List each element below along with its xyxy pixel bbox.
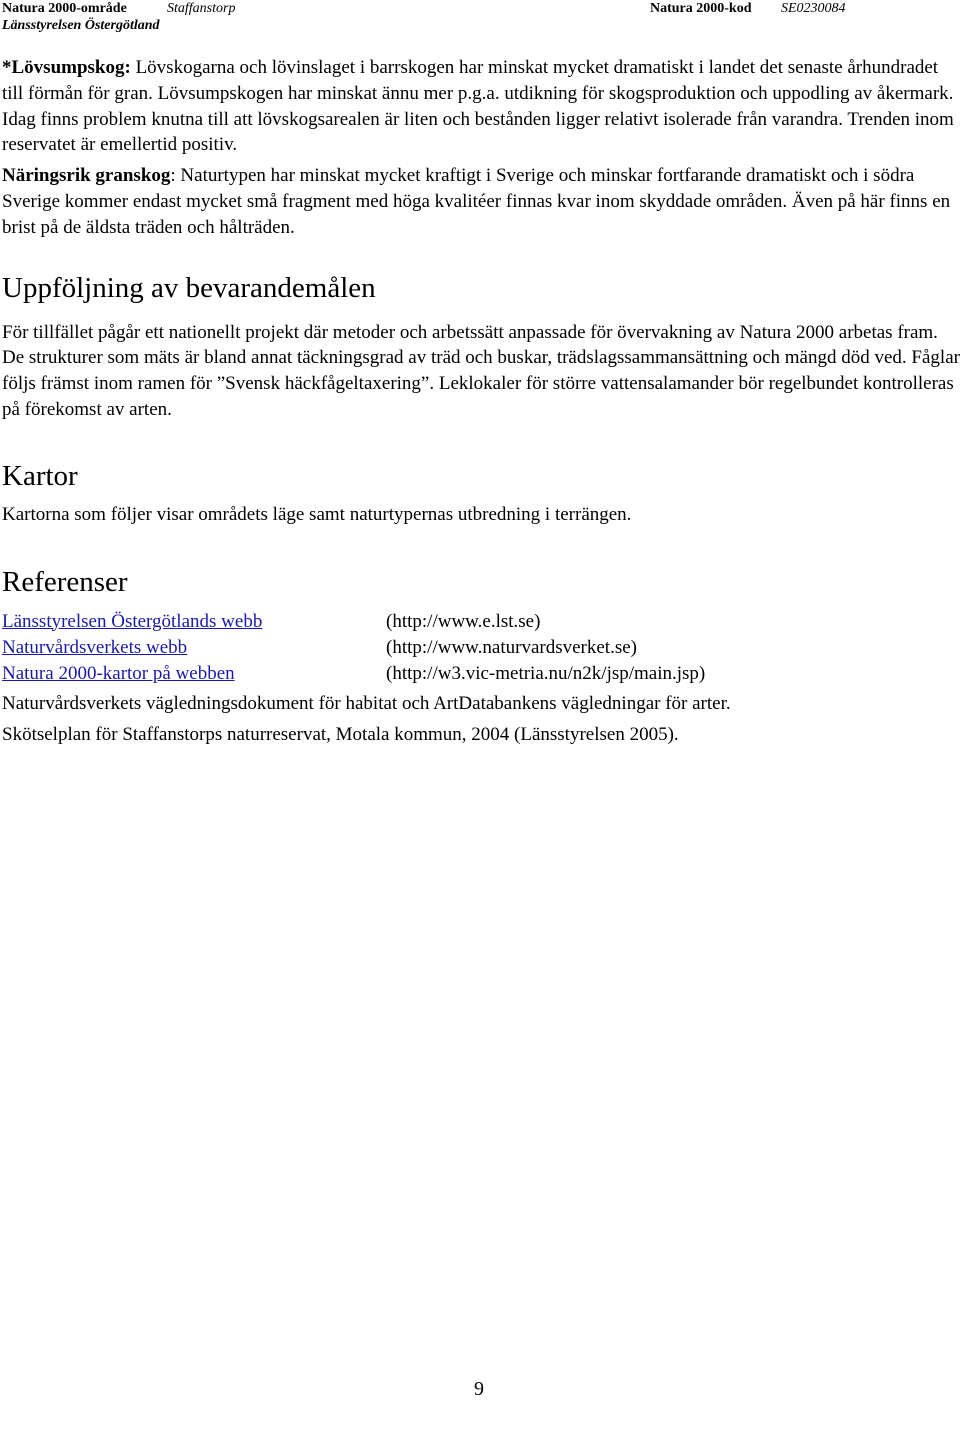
page-header [2,0,952,34]
granskog-paragraph [2,163,960,240]
granskog-text: : Naturtypen har minskat mycket kraftigt i Sverige och minskar fortfarande dramatiskt och i södra Sverige kommer endast mycket små fragment med höga kvalitéer finnas kvar inom skyddade områden. Även på här finns en brist på de äldsta träden och hålträden. [2,165,951,238]
header-authority: Länsstyrelsen Östergötland [2,18,160,33]
page-content [2,55,960,748]
uppfoljning-heading: Uppföljning av bevarandemålen [2,271,376,304]
lovsumpskog-term: *Lövsumpskog: [2,57,131,78]
granskog-term: Näringsrik granskog [2,165,171,187]
lovsumpskog-paragraph [2,55,960,158]
reference-url: (http://www.naturvardsverket.se) [386,636,637,658]
reference-url: (http://w3.vic-metria.nu/n2k/jsp/main.jsp) [386,662,706,684]
reference-list [2,609,960,687]
reference-management-plan: Skötselplan för Staffanstorps naturreservat, Motala kommun, 2004 (Länsstyrelsen 2005). [2,724,679,746]
lansstyrelsen-link[interactable]: Länsstyrelsen Östergötlands webb [2,610,263,632]
reference-row [2,661,960,687]
uppfoljning-text: För tillfället pågår ett nationellt projekt där metoder och arbetssätt anpassade för övervakning av Natura 2000 arbetas fram. De strukturer som mäts är bland annat täckningsgrad av träd och buskar, trädslagssammansättning och mängd död ved. Fåglar följs främst inom ramen för ”Svensk häckfågeltaxering”. Leklokaler för större vattensalamander bör regelbundet kontrolleras på förekomst av arten. [2,321,960,420]
referenser-heading: Referenser [2,565,128,598]
page-number: 9 [474,1378,484,1400]
header-area-label: Natura 2000-område [2,1,127,16]
header-row-2 [2,17,952,34]
reference-url: (http://www.e.lst.se) [386,610,541,632]
reference-row [2,609,960,635]
header-site-name: Staffanstorp [167,1,236,16]
kartor-heading: Kartor [2,459,78,492]
reference-row [2,635,960,661]
header-code-label: Natura 2000-kod [650,1,752,16]
naturvardsverket-link[interactable]: Naturvårdsverkets webb [2,636,188,658]
reference-guidance: Naturvårdsverkets vägledningsdokument för habitat och ArtDatabankens vägledningar för arter. [2,692,731,714]
kartor-text: Kartorna som följer visar områdets läge samt naturtypernas utbredning i terrängen. [2,503,632,525]
header-site-code: SE0230084 [781,1,846,16]
header-row-1 [2,0,952,17]
lovsumpskog-text: Lövskogarna och lövinslaget i barrskogen har minskat mycket dramatiskt i landet det senaste århundradet till förmån för gran. Lövsumpskogen har minskat ännu mer p.g.a. utdikning för skogsproduktion och uppodling av åkermark. Idag finns problem knutna till att lövskogsarealen är liten och bestånden ligger relativt isolerade från varandra. Trenden inom reservatet är emellertid positiv. [2,57,954,156]
natura2000-maps-link[interactable]: Natura 2000-kartor på webben [2,662,235,684]
